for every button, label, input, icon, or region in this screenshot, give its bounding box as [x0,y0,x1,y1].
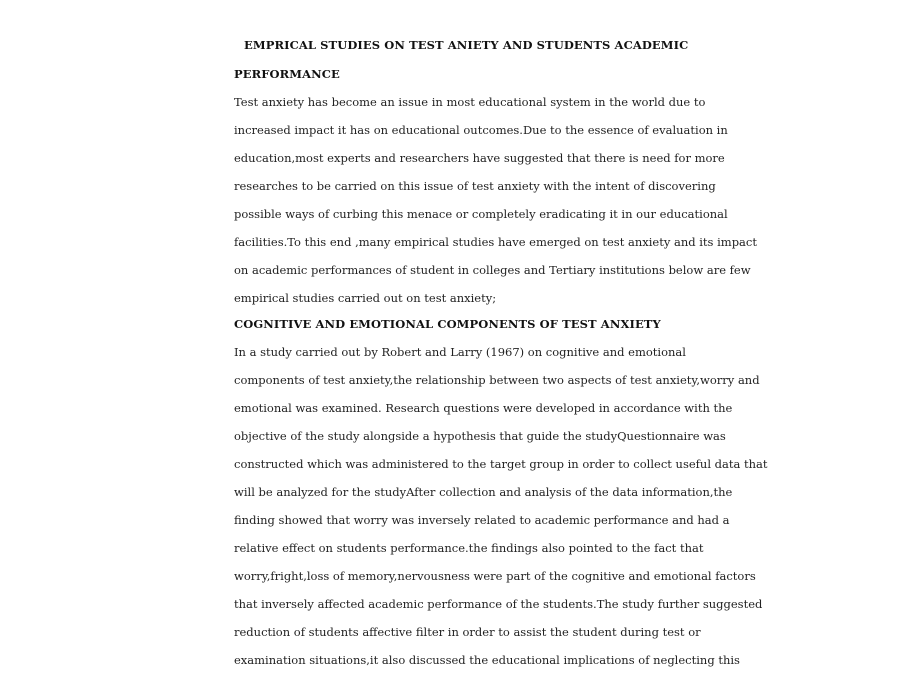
section-line: objective of the study alongside a hypothesis that guide the studyQuestionnaire was [234,429,726,443]
intro-line: on academic performances of student in colleges and Tertiary institutions below are few [234,263,751,277]
section-line: In a study carried out by Robert and Larry (1967) on cognitive and emotional [234,345,686,359]
intro-line: education,most experts and researchers have suggested that there is need for more [234,151,725,165]
section-line: emotional was examined. Research questions were developed in accordance with the [234,401,733,415]
section-line: examination situations,it also discussed the educational implications of neglecting this [234,653,740,667]
section-line: reduction of students affective filter in order to assist the student during test or [234,625,701,639]
section-line: finding showed that worry was inversely related to academic performance and had a [234,513,730,527]
section-line: will be analyzed for the studyAfter collection and analysis of the data information,the [234,485,733,499]
section-line: constructed which was administered to the target group in order to collect useful data that [234,457,768,471]
intro-line: facilities.To this end ,many empirical studies have emerged on test anxiety and its impact [234,235,757,249]
intro-line: empirical studies carried out on test anxiety; [234,291,497,305]
intro-line: Test anxiety has become an issue in most educational system in the world due to [234,95,706,109]
intro-line: increased impact it has on educational outcomes.Due to the essence of evaluation in [234,123,728,137]
intro-line: researches to be carried on this issue of test anxiety with the intent of discovering [234,179,716,193]
section-heading: COGNITIVE AND EMOTIONAL COMPONENTS OF TEST ANXIETY [234,317,661,331]
section-line: relative effect on students performance.the findings also pointed to the fact that [234,541,704,555]
intro-line: possible ways of curbing this menace or completely eradicating it in our educational [234,207,728,221]
document-title-line-1: EMPRICAL STUDIES ON TEST ANIETY AND STUDENTS ACADEMIC [244,38,689,52]
section-line: components of test anxiety,the relationship between two aspects of test anxiety,worry and [234,373,760,387]
document-title-line-2: PERFORMANCE [234,67,340,81]
section-line: that inversely affected academic performance of the students.The study further suggested [234,597,763,611]
section-line: worry,fright,loss of memory,nervousness were part of the cognitive and emotional factors [234,569,756,583]
